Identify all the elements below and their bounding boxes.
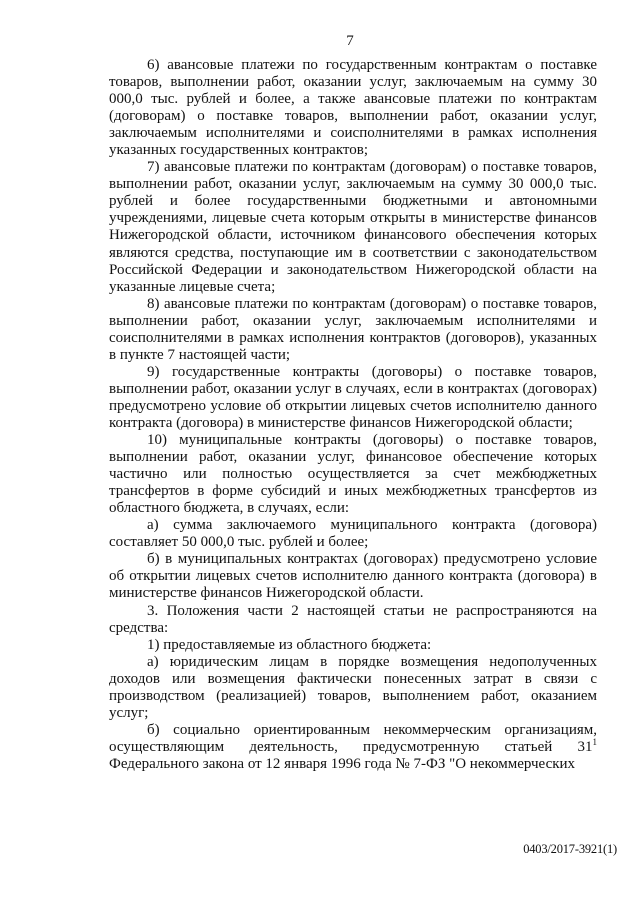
paragraph-text-after-superscript: Федерального закона от 12 января 1996 года № 7-ФЗ "О некоммерческих [109, 755, 576, 772]
paragraph-part-3-subitem-b [109, 722, 597, 773]
paragraph-subitem-b: б) в муниципальных контрактах (договорах) предусмотрено условие об открытии лицевых счетов исполнителю данного контракта (договора) в министерстве финансов Нижегородской области. [109, 551, 597, 602]
page-number: 7 [346, 33, 354, 49]
paragraph-item-7: 7) авансовые платежи по контрактам (договорам) о поставке товаров, выполнении работ, оказании услуг, заключаемым на сумму 30 000,0 тыс. рублей и более государственными бюджетными и автономными учреждениями, лицевые счета которым открыты в министерстве финансов Нижегородской области, источником финансового обеспечения которых являются средства, поступающие им в соответствии с законодательством Российской Федерации и законодательством Нижегородской области на указанные лицевые счета; [109, 159, 597, 295]
article-superscript: 1 [592, 736, 597, 747]
document-code: 0403/2017-3921(1) [523, 842, 617, 856]
paragraph-part-3-item-1: 1) предоставляемые из областного бюджета: [147, 636, 432, 653]
paragraph-subitem-a: а) сумма заключаемого муниципального контракта (договора) составляет 50 000,0 тыс. рублей и более; [109, 517, 597, 551]
paragraph-item-10: 10) муниципальные контракты (договоры) о поставке товаров, выполнении работ, оказании услуг, финансовое обеспечение которых частично или полностью осуществляется за счет межбюджетных трансфертов в форме субсидий и иных межбюджетных трансфертов из областного бюджета, в случаях, если: [109, 432, 597, 517]
paragraph-item-6: 6) авансовые платежи по государственным контрактам о поставке товаров, выполнении работ, оказании услуг, заключаемым на сумму 30 000,0 тыс. рублей и более, а также авансовые платежи по контрактам (договорам) о поставке товаров, выполнении работ, оказании услуг, заключаемым исполнителями и соисполнителями в рамках исполнения указанных государственных контрактов; [109, 57, 597, 159]
paragraph-item-8: 8) авансовые платежи по контрактам (договорам) о поставке товаров, выполнении работ, оказании услуг, заключаемым исполнителями и соисполнителями в рамках исполнения контрактов (договоров), указанных в пункте 7 настоящей части; [109, 295, 597, 363]
paragraph-part-3: 3. Положения части 2 настоящей статьи не распространяются на средства: [109, 602, 597, 636]
paragraph-item-9: 9) государственные контракты (договоры) о поставке товаров, выполнении работ, оказании услуг в случаях, если в контрактах (договорах) предусмотрено условие об открытии лицевых счетов исполнителю данного контракта (договора) в министерстве финансов Нижегородской области; [109, 363, 597, 431]
document-body [109, 57, 597, 773]
paragraph-part-3-subitem-a: а) юридическим лицам в порядке возмещения недополученных доходов или возмещения фактически понесенных затрат в связи с производством (реализацией) товаров, выполнением работ, оказанием услуг; [109, 653, 597, 721]
paragraph-text-before-superscript: б) социально ориентированным некоммерческим организациям, осуществляющим деятельность, предусмотренную статьей 31 [109, 721, 597, 755]
